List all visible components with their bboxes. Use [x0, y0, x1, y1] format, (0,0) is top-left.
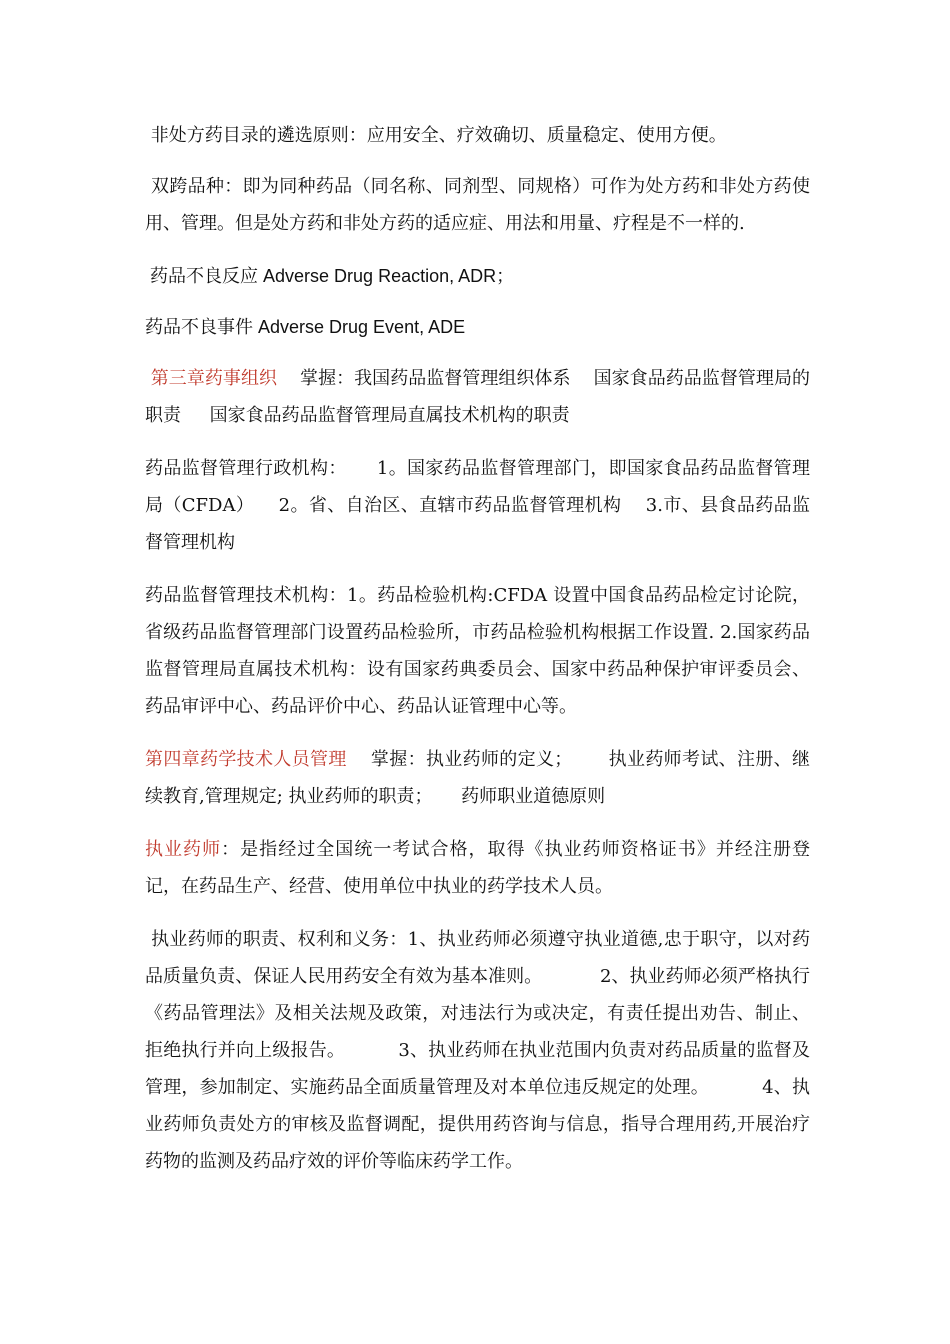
- chapter-four-paragraph: [145, 741, 810, 815]
- document-page: [145, 117, 810, 1180]
- licensed-pharmacist-definition: ：是指经过全国统一考试合格，取得《执业药师资格证书》并经注册登记，在药品生产、经营、使用单位中执业的药学技术人员。: [145, 839, 811, 897]
- adr-definition-paragraph: 药品不良反应 Adverse Drug Reaction, ADR；: [145, 266, 515, 286]
- licensed-pharmacist-term: 执业药师: [145, 839, 222, 860]
- chapter-three-heading: 第三章药事组织: [145, 368, 278, 389]
- licensed-pharmacist-definition-paragraph: [145, 831, 810, 905]
- ade-definition-paragraph: 药品不良事件 Adverse Drug Event, ADE: [145, 317, 466, 337]
- technical-agencies-paragraph: 药品监督管理技术机构：1。药品检验机构:CFDA 设置中国食品药品检定讨论院，省级药品监督管理部门设置药品检验所，市药品检验机构根据工作设置. 2.国家药品监督管理局直属技术机构：设有国家药典委员会、国家中药品种保护审评委员会、药品审评中心、药品评价中心、药品认证管理中心等。: [145, 585, 810, 717]
- chapter-four-body: 掌握：执业药师的定义； 执业药师考试、注册、继续教育,管理规定; 执业药师的职责； 药师职业道德原则: [145, 749, 811, 807]
- chapter-three-paragraph: [145, 360, 810, 434]
- chapter-three-body: 掌握：我国药品监督管理组织体系 国家食品药品监督管理局的职责 国家食品药品监督管理局直属技术机构的职责: [145, 368, 810, 426]
- dual-category-drugs-paragraph: 双跨品种：即为同种药品（同名称、同剂型、同规格）可作为处方药和非处方药使用、管理。但是处方药和非处方药的适应症、用法和用量、疗程是不一样的.: [145, 176, 810, 234]
- otc-selection-principle-paragraph: 非处方药目录的遴选原则：应用安全、疗效确切、质量稳定、使用方便。: [145, 125, 727, 146]
- chapter-four-heading: 第四章药学技术人员管理: [145, 749, 347, 770]
- admin-agencies-paragraph: 药品监督管理行政机构： 1。国家药品监督管理部门，即国家食品药品监督管理局（CFDA） 2。省、自治区、直辖市药品监督管理机构 3.市、县食品药品监督管理机构: [145, 458, 810, 553]
- pharmacist-duties-paragraph: 执业药师的职责、权利和义务：1、执业药师必须遵守执业道德,忠于职守，以对药品质量负责、保证人民用药安全有效为基本准则。 2、执业药师必须严格执行《药品管理法》及相关法规及政策，对违法行为或决定，有责任提出劝告、制止、拒绝执行并向上级报告。 3、执业药师在执业范围内负责对药品质量的监督及管理，参加制定、实施药品全面质量管理及对本单位违反规定的处理。 4、执业药师负责处方的审核及监督调配，提供用药咨询与信息，指导合理用药,开展治疗药物的监测及药品疗效的评价等临床药学工作。: [145, 929, 810, 1172]
